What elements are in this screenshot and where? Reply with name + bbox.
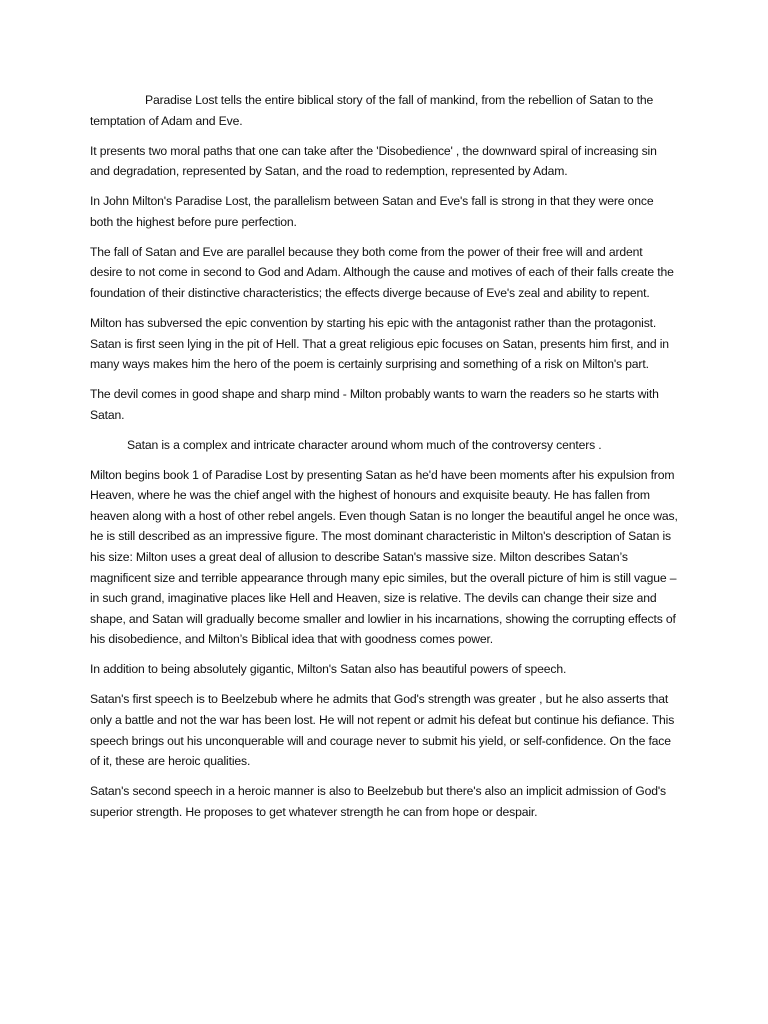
paragraph-6: The devil comes in good shape and sharp mind - Milton probably wants to warn the readers so he starts with Satan. [90,387,659,422]
paragraph-5: Milton has subversed the epic convention by starting his epic with the antagonist rather than the protagonist. Satan is first seen lying in the pit of Hell. That a great religious epic focuses on Satan, presents him first, and in many ways makes him the hero of the poem is certainly surprising and something of a risk on Milton's part. [90,315,669,372]
paragraph-7: Satan is a complex and intricate character around whom much of the controversy centers . [127,437,602,452]
paragraph-10: Satan's first speech is to Beelzebub where he admits that God's strength was greater , but he also asserts that only a battle and not the war has been lost. He will not repent or admit his defeat but continue his defiance. This speech brings out his unconquerable will and courage never to submit his yield, or self-confidence. On the face of it, these are heroic qualities. [90,692,675,769]
paragraph-1: Paradise Lost tells the entire biblical story of the fall of mankind, from the rebellion of Satan to the temptation of Adam and Eve. [90,93,654,128]
paragraph-11: Satan's second speech in a heroic manner is also to Beelzebub but there's also an implicit admission of God's superior strength. He proposes to get whatever strength he can from hope or despair. [90,784,666,819]
paragraph-2: It presents two moral paths that one can take after the 'Disobedience' , the downward spiral of increasing sin and degradation, represented by Satan, and the road to redemption, represented by Adam. [90,143,657,179]
paragraph-4: The fall of Satan and Eve are parallel because they both come from the power of their free will and ardent desire to not come in second to God and Adam. Although the cause and motives of each of their falls create the foundation of their distinctive characteristics; the effects diverge because of Eve's zeal and ability to repent. [90,244,674,300]
paragraph-3: In John Milton's Paradise Lost, the parallelism between Satan and Eve's fall is strong in that they were once both the highest before pure perfection. [90,194,654,229]
paragraph-9: In addition to being absolutely gigantic, Milton's Satan also has beautiful powers of speech. [90,662,567,677]
paragraph-8: Milton begins book 1 of Paradise Lost by presenting Satan as he'd have been moments after his expulsion from Heaven, where he was the chief angel with the highest of honours and exquisite beauty. He has fallen from heaven along with a host of other rebel angels. Even though Satan is no longer the beautiful angel he once was, he is still described as an impressive figure. The most dominant characteristic in Milton's description of Satan is his size: Milton uses a great deal of allusion to describe Satan's massive size. Milton describes Satan’s magnificent size and terrible appearance through many epic similes, but the overall picture of him is still vague – in such grand, imaginative places like Hell and Heaven, size is relative. The devils can change their size and shape, and Satan will gradually become smaller and lowlier in his incarnations, showing the corrupting effects of his disobedience, and Milton’s Biblical idea that with goodness comes power. [90,467,678,647]
